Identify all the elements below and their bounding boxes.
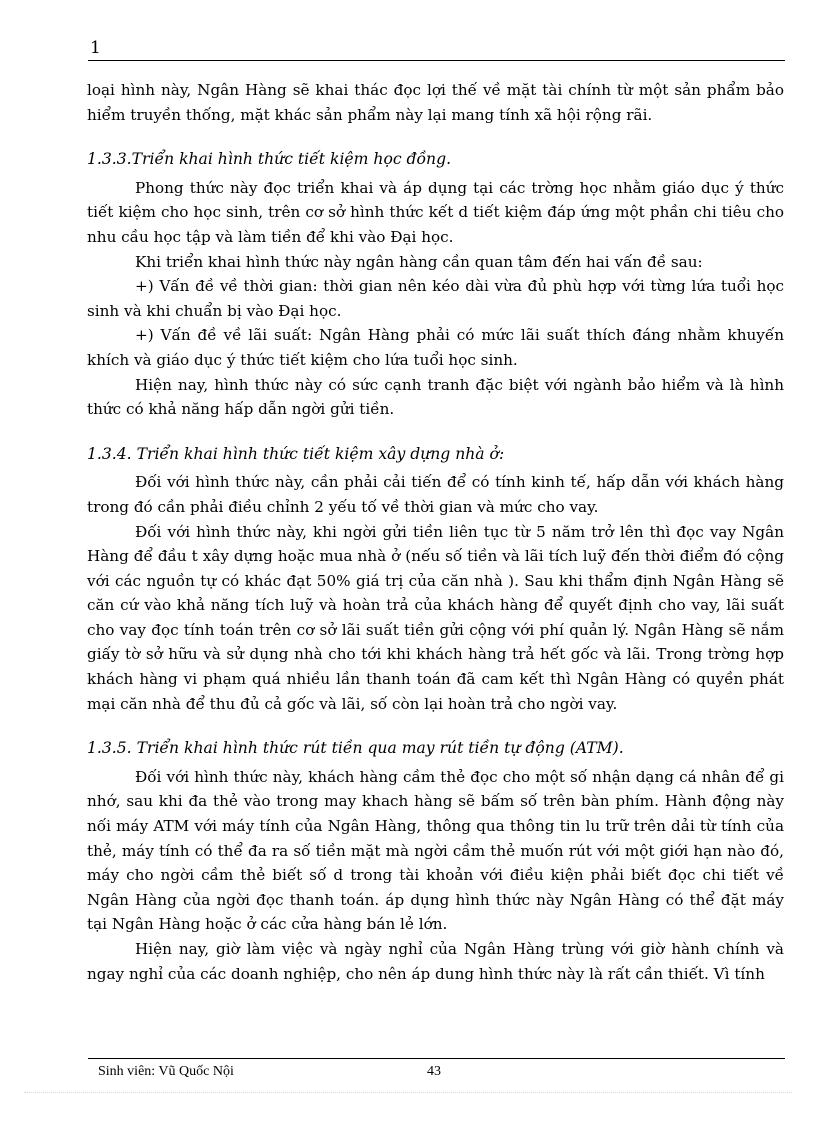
document-body xyxy=(87,78,784,986)
paragraph: loại hình này, Ngân Hàng sẽ khai thác đọc lợi thế về mặt tài chính từ một sản phẩm bảo hiểm truyền thống, mặt khác sản phẩm này lại mang tính xã hội rộng rãi. xyxy=(87,81,784,124)
footer-page-number: 43 xyxy=(427,1064,441,1079)
list-item: +) Vấn đề về lãi suất: Ngân Hàng phải có mức lãi suất thích đáng nhằm khuyến khích và giáo dục ý thức tiết kiệm cho lứa tuổi học sinh. xyxy=(87,326,784,369)
header-rule xyxy=(88,60,785,61)
footer-student: Sinh viên: Vũ Quốc Nội xyxy=(98,1064,234,1079)
paragraph: Đối với hình thức này, khách hàng cầm thẻ đọc cho một số nhận dạng cá nhân để gi nhớ, sau khi đa thẻ vào trong may khach hàng sẽ bấm số trên bàn phím. Hành động này nối máy ATM với máy tính của Ngân Hàng, thông qua thông tin lu trữ trên dải từ tính của thẻ, máy tính có thể đa ra số tiền mặt mà ngời cầm thẻ muốn rút với một giới hạn nào đó, máy cho ngời cầm thẻ biết số d trong tài khoản với điều kiện phải biết đọc chi tiết về Ngân Hàng của ngời đọc thanh toán. áp dụng hình thức này Ngân Hàng có thể đặt máy tại Ngân Hàng hoặc ở các cửa hàng bán lẻ lớn. xyxy=(87,767,784,934)
paragraph: Khi triển khai hình thức này ngân hàng cần quan tâm đến hai vấn đề sau: xyxy=(135,252,703,271)
page-edge-divider xyxy=(24,1092,792,1093)
paragraph: Đối với hình thức này, khi ngời gửi tiền liên tục từ 5 năm trở lên thì đọc vay Ngân Hàng để đầu t xây dựng hoặc mua nhà ở (nếu số tiền và lãi tích luỹ đến thời điểm đó cộng với các nguồn tự có khác đạt 50% giá trị của căn nhà ). Sau khi thẩm định Ngân Hàng sẽ căn cứ vào khả năng tích luỹ và hoàn trả của khách hàng để quyết định cho vay, lãi suất cho vay đọc tính toán trên cơ sở lãi suất tiền gửi cộng với phí quản lý. Ngân Hàng sẽ nắm giấy tờ sở hữu và sử dụng nhà cho tới khi khách hàng trả hết gốc và lãi. Trong trờng hợp khách hàng vi phạm quá nhiều lần thanh toán đã cam kết thì Ngân Hàng có quyền phát mại căn nhà để thu đủ cả gốc và lãi, số còn lại hoàn trả cho ngời vay. xyxy=(87,522,784,713)
paragraph: Đối với hình thức này, cần phải cải tiến để có tính kinh tế, hấp dẫn với khách hàng trong đó cần phải điều chỉnh 2 yếu tố về thời gian và mức cho vay. xyxy=(87,473,784,516)
page-marker: 1 xyxy=(90,38,101,58)
section-heading-1-3-5: 1.3.5. Triển khai hình thức rút tiền qua may rút tiền tự động (ATM). xyxy=(87,739,624,758)
section-heading-1-3-4: 1.3.4. Triển khai hình thức tiết kiệm xây dựng nhà ở: xyxy=(87,444,505,463)
paragraph: Hiện nay, hình thức này có sức cạnh tranh đặc biệt với ngành bảo hiểm và là hình thức có khả năng hấp dẫn ngời gửi tiền. xyxy=(87,375,784,419)
paragraph: Hiện nay, giờ làm việc và ngày nghỉ của Ngân Hàng trùng với giờ hành chính và ngay nghỉ của các doanh nghiệp, cho nên áp dung hình thức này là rất cần thiết. Vì tính xyxy=(87,940,784,983)
section-heading-1-3-3: 1.3.3.Triển khai hình thức tiết kiệm học đồng. xyxy=(87,150,452,169)
list-item: +) Vấn đề về thời gian: thời gian nên kéo dài vừa đủ phù hợp với từng lứa tuổi học sinh và khi chuẩn bị vào Đại học. xyxy=(87,277,784,320)
footer-rule xyxy=(88,1058,785,1059)
paragraph: Phong thức này đọc triển khai và áp dụng tại các trờng học nhằm giáo dục ý thức tiết kiệm cho học sinh, trên cơ sở hình thức kết d tiết kiệm đáp ứng một phần chi tiêu cho nhu cầu học tập và làm tiền để khi vào Đại học. xyxy=(87,178,784,246)
